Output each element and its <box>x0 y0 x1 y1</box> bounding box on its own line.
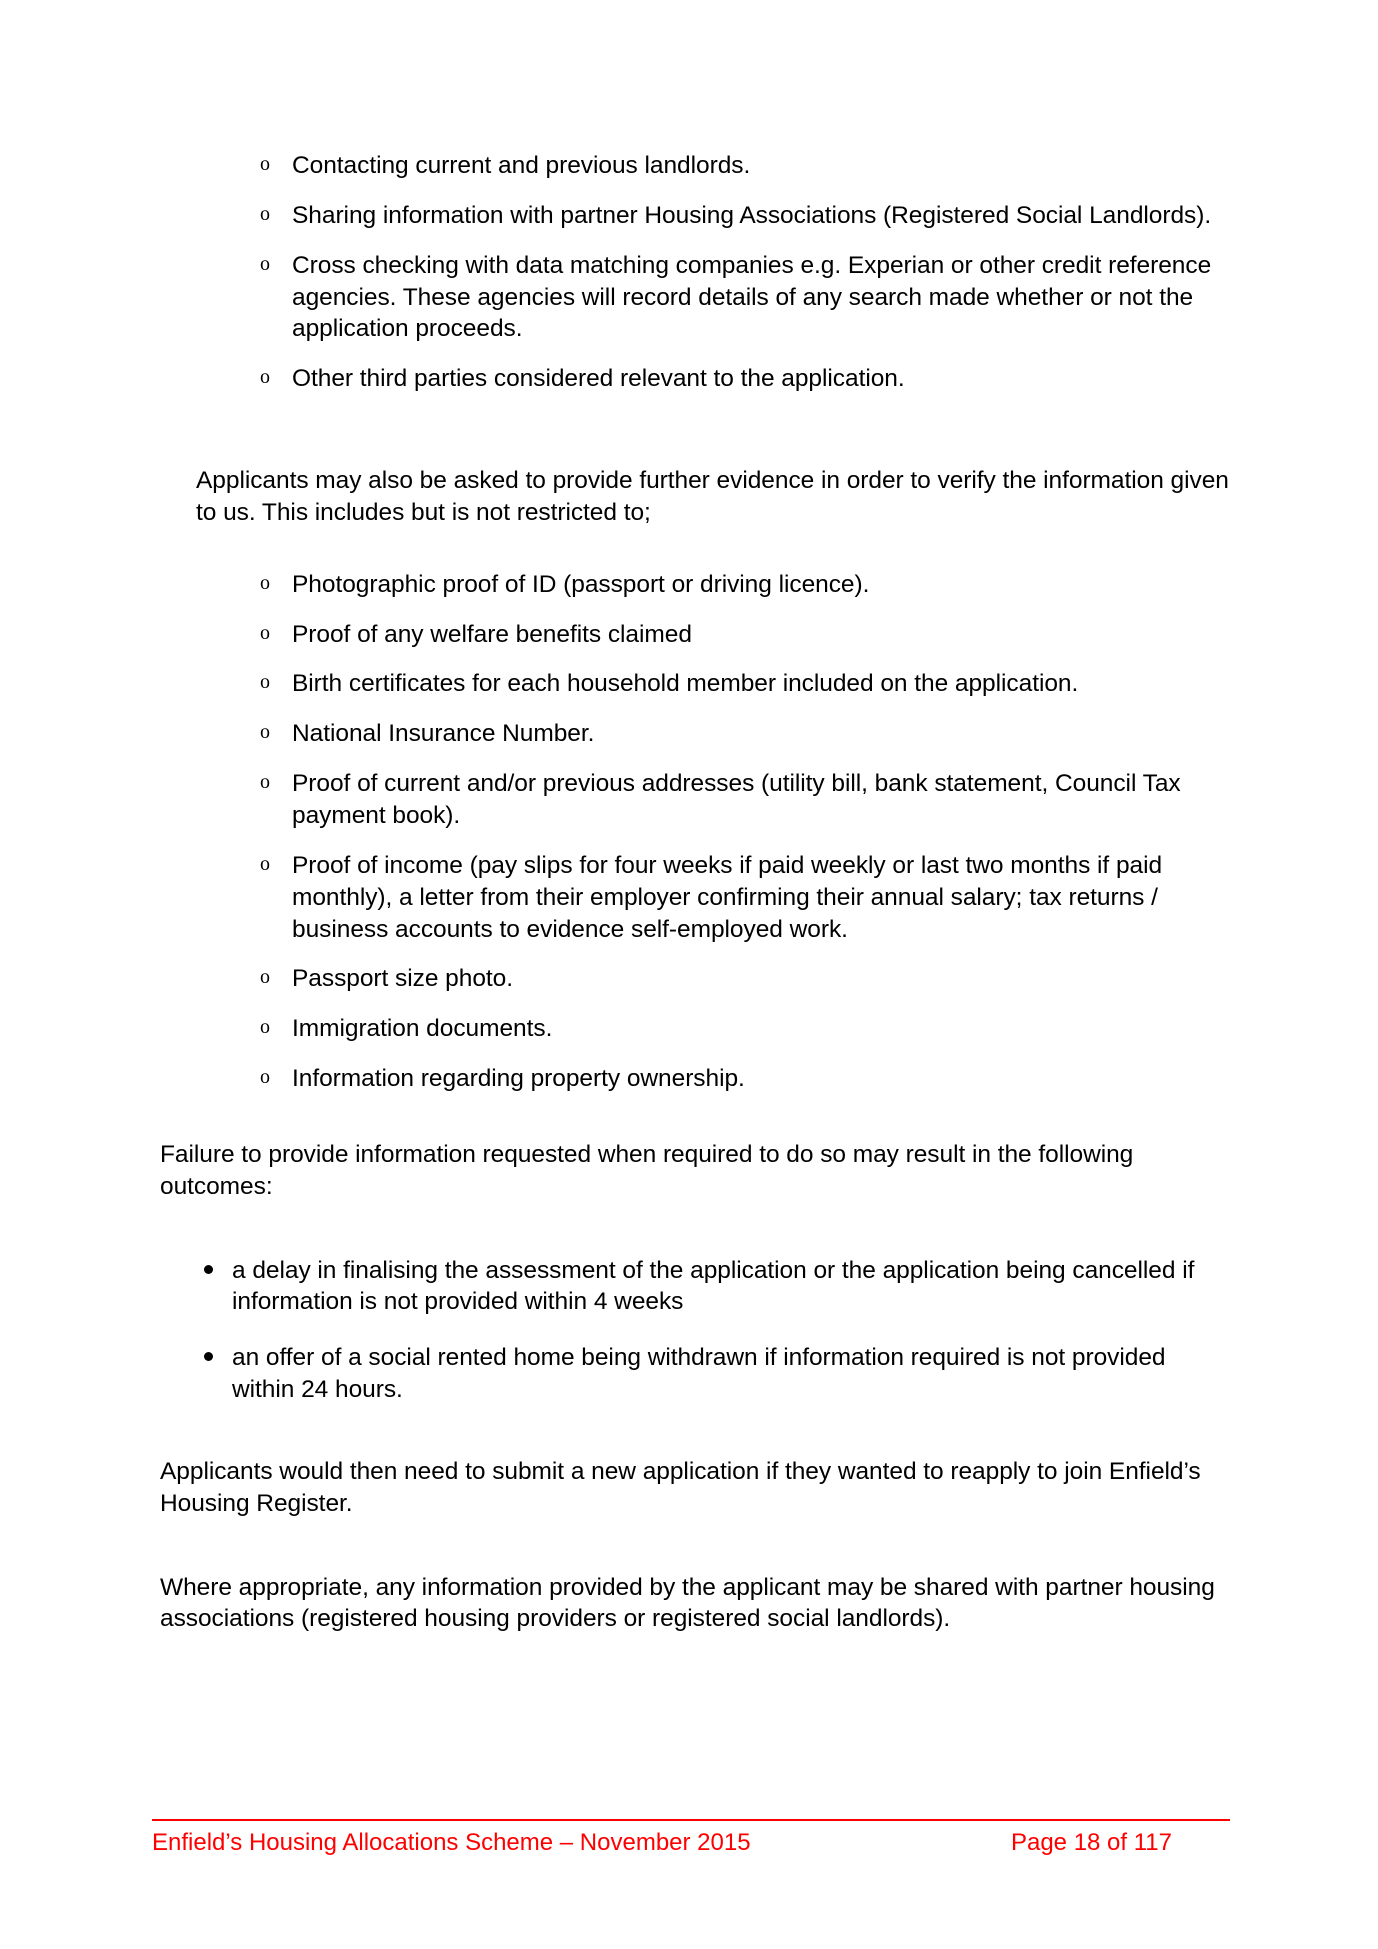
failure-intro-paragraph: Failure to provide information requested when required to do so may result in the following outcomes: <box>160 1140 1134 1200</box>
list-item-text: Proof of income (pay slips for four weeks if paid weekly or last two months if paid monthly), a letter from their employer confirming their annual salary; tax returns / business accounts to evidence self-employed work. <box>292 851 1163 943</box>
spacer <box>160 1217 1230 1255</box>
list-item-text: Immigration documents. <box>292 1015 553 1043</box>
page-footer <box>152 1819 1230 1857</box>
footer-row <box>152 1829 1230 1857</box>
footer-page-number: Page 18 of 117 <box>1010 1829 1172 1856</box>
list-item <box>160 250 1230 346</box>
footer-divider <box>152 1819 1230 1821</box>
list-item <box>160 1013 1230 1045</box>
list-item <box>160 200 1230 232</box>
list-item <box>160 363 1230 395</box>
failure-outcomes-list <box>160 1255 1230 1406</box>
circle-marker-icon: o <box>260 571 270 594</box>
spacer <box>160 1534 1230 1572</box>
list-item-text: Birth certificates for each household member included on the application. <box>292 670 1079 698</box>
list-item <box>160 718 1230 750</box>
spacer <box>160 413 1230 465</box>
list-item-text: Cross checking with data matching companies e.g. Experian or other credit reference agencies. These agencies will record details of any search made whether or not the application proceeds. <box>292 251 1212 343</box>
circle-marker-icon: o <box>260 202 270 225</box>
bullet-icon <box>204 1352 213 1361</box>
list-item-text: National Insurance Number. <box>292 720 595 748</box>
list-item-text: an offer of a social rented home being withdrawn if information required is not provided within 24 hours. <box>232 1344 1166 1404</box>
list-item <box>160 569 1230 601</box>
list-item-text: Proof of current and/or previous addresses (utility bill, bank statement, Council Tax payment book). <box>292 770 1181 829</box>
checks-list <box>160 150 1230 395</box>
circle-marker-icon: o <box>260 966 270 989</box>
circle-marker-icon: o <box>260 621 270 644</box>
list-item <box>160 963 1230 995</box>
circle-marker-icon: o <box>260 1016 270 1039</box>
spacer <box>160 543 1230 569</box>
reapply-paragraph: Applicants would then need to submit a new application if they wanted to reapply to join Enfield’s Housing Register. <box>160 1457 1201 1517</box>
circle-marker-icon: o <box>260 771 270 794</box>
evidence-list <box>160 569 1230 1095</box>
list-item-text: Other third parties considered relevant to the application. <box>292 365 905 393</box>
spacer <box>160 1113 1230 1139</box>
footer-title: Enfield’s Housing Allocations Scheme – November 2015 <box>152 1829 751 1856</box>
list-item <box>160 850 1230 946</box>
list-item <box>160 1342 1230 1406</box>
circle-marker-icon: o <box>260 153 270 175</box>
list-item <box>160 619 1230 651</box>
list-item <box>160 150 1230 182</box>
list-item-text: Passport size photo. <box>292 965 513 993</box>
evidence-intro-paragraph: Applicants may also be asked to provide further evidence in order to verify the information given to us. This includes but is not restricted to; <box>196 467 1229 526</box>
spacer <box>160 1430 1230 1456</box>
list-item <box>160 668 1230 700</box>
list-item-text: Proof of any welfare benefits claimed <box>292 620 692 648</box>
list-item-text: Photographic proof of ID (passport or driving licence). <box>292 570 870 598</box>
circle-marker-icon: o <box>260 252 270 275</box>
list-item-text: Sharing information with partner Housing Associations (Registered Social Landlords). <box>292 201 1212 229</box>
circle-marker-icon: o <box>260 1066 270 1089</box>
circle-marker-icon: o <box>260 366 270 389</box>
sharing-paragraph: Where appropriate, any information provided by the applicant may be shared with partner housing associations (registered housing providers or registered social landlords). <box>160 1573 1215 1633</box>
bullet-icon <box>204 1265 213 1274</box>
list-item-text: a delay in finalising the assessment of the application or the application being cancelled if information is not provided within 4 weeks <box>232 1256 1195 1316</box>
list-item <box>160 1255 1230 1319</box>
circle-marker-icon: o <box>260 671 270 694</box>
list-item-text: Contacting current and previous landlords. <box>292 152 751 179</box>
list-item-text: Information regarding property ownership. <box>292 1065 745 1093</box>
list-item <box>160 1063 1230 1095</box>
circle-marker-icon: o <box>260 721 270 744</box>
circle-marker-icon: o <box>260 852 270 875</box>
page-content <box>160 150 1230 1649</box>
list-item <box>160 768 1230 832</box>
